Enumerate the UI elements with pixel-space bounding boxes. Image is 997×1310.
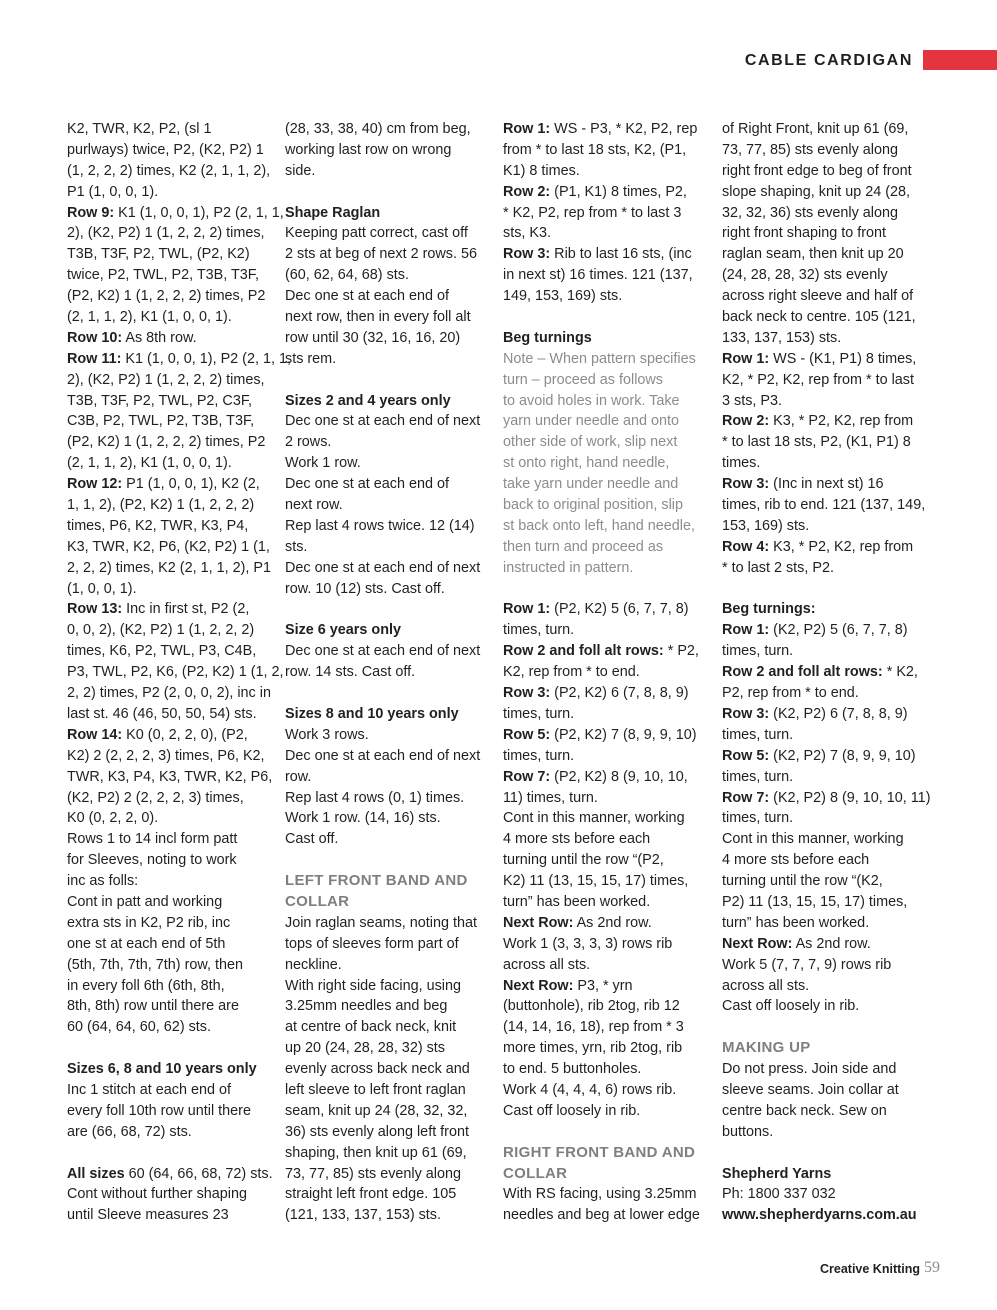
text-line: Row 2 and foll alt rows: * P2, <box>503 643 699 660</box>
text-line: Size 6 years only <box>285 622 401 639</box>
text-line: from * to last 18 sts, K2, (P1, <box>503 141 687 158</box>
text-line: extra sts in K2, P2 rib, inc <box>67 914 231 931</box>
text-line: (2, 1, 1, 2), K1 (1, 0, 0, 1). <box>67 455 232 472</box>
text-line: 3.25mm needles and beg <box>285 998 448 1015</box>
text-line: (60, 62, 64, 68) sts. <box>285 267 409 284</box>
note-line: turn – proceed as follows <box>503 371 663 388</box>
section-heading: RIGHT FRONT BAND AND <box>503 1143 696 1161</box>
text-line: Row 4: K3, * P2, K2, rep from <box>722 538 914 555</box>
text-line: Row 1: (K2, P2) 5 (6, 7, 7, 8) <box>722 622 908 639</box>
text-line: Row 12: P1 (1, 0, 0, 1), K2 (2, <box>67 476 260 493</box>
text-line: www.shepherdyarns.com.au <box>722 1207 917 1224</box>
text-line: Dec one st at each end of next <box>285 559 481 576</box>
text-line: Row 3: (P2, K2) 6 (7, 8, 8, 9) <box>503 685 689 702</box>
text-line: back neck to centre. 105 (121, <box>722 309 916 326</box>
text-line: are (66, 68, 72) sts. <box>67 1123 192 1140</box>
text-line: Dec one st at each end of next <box>285 643 481 660</box>
text-line: K0 (0, 2, 2, 0). <box>67 810 159 827</box>
text-line: Work 1 (3, 3, 3, 3) rows rib <box>503 935 673 952</box>
text-line: 133, 137, 153) sts. <box>722 329 842 346</box>
text-line: Next Row: As 2nd row. <box>503 914 652 931</box>
paragraph-spacer <box>722 1143 922 1164</box>
text-line: 2), (K2, P2) 1 (1, 2, 2, 2) times, <box>67 371 265 388</box>
text-line: until Sleeve measures 23 <box>67 1207 229 1224</box>
paragraph-spacer <box>722 1017 922 1038</box>
text-line: * K2, P2, rep from * to last 3 <box>503 204 682 221</box>
text-line: every foll 10th row until there <box>67 1102 251 1119</box>
text-line: (5th, 7th, 7th, 7th) row, then <box>67 956 243 973</box>
text-line: * to last 18 sts, P2, (K1, P1) 8 <box>722 434 911 451</box>
text-line: 73, 77, 85) sts evenly along <box>285 1165 461 1182</box>
text-line: (14, 14, 16, 18), rep from * 3 <box>503 1019 684 1036</box>
text-line: Row 5: (K2, P2) 7 (8, 9, 9, 10) <box>722 747 916 764</box>
text-line: Row 3: (Inc in next st) 16 <box>722 476 884 493</box>
note-line: back to original position, slip <box>503 497 683 514</box>
text-line: side. <box>285 162 316 179</box>
text-line: Beg turnings <box>503 329 592 346</box>
text-line: times, turn. <box>503 622 575 639</box>
text-line: to end. 5 buttonholes. <box>503 1061 642 1078</box>
text-line: Row 1: WS - (K1, P1) 8 times, <box>722 350 917 367</box>
text-line: needles and beg at lower edge <box>503 1207 700 1224</box>
text-line: at centre of back neck, knit <box>285 1019 457 1036</box>
text-line: Row 2: (P1, K1) 8 times, P2, <box>503 183 687 200</box>
text-line: next row. <box>285 497 343 514</box>
note-line: instructed in pattern. <box>503 559 634 576</box>
text-line: All sizes 60 (64, 66, 68, 72) sts. <box>67 1165 273 1182</box>
text-line: 32, 32, 36) sts evenly along <box>722 204 898 221</box>
text-line: Row 2: K3, * P2, K2, rep from <box>722 413 914 430</box>
text-line: row until 30 (32, 16, 16, 20) <box>285 329 461 346</box>
text-line: Rep last 4 rows twice. 12 (14) <box>285 517 475 534</box>
footer-page-number: 59 <box>924 1259 940 1276</box>
text-line: sts rem. <box>285 350 337 367</box>
text-line: (1, 0, 0, 1). <box>67 580 137 597</box>
text-line: 2), (K2, P2) 1 (1, 2, 2, 2) times, <box>67 225 265 242</box>
text-line: tops of sleeves form part of <box>285 935 459 952</box>
note-line: other side of work, slip next <box>503 434 678 451</box>
text-line: * to last 2 sts, P2. <box>722 559 834 576</box>
text-line: P2, rep from * to end. <box>722 685 859 702</box>
text-line: turning until the row “(P2, <box>503 852 664 869</box>
text-line: 73, 77, 85) sts evenly along <box>722 141 898 158</box>
text-line: sts. <box>285 538 308 555</box>
text-line: Dec one st at each end of <box>285 288 450 305</box>
text-line: Row 11: K1 (1, 0, 0, 1), P2 (2, 1, 1, <box>67 350 291 367</box>
text-line: Sizes 2 and 4 years only <box>285 392 451 409</box>
text-line: 2, 2, 2) times, K2 (2, 1, 1, 2), P1 <box>67 559 271 576</box>
text-line: across all sts. <box>503 956 591 973</box>
text-line: Join raglan seams, noting that <box>285 914 477 931</box>
note-line: yarn under needle and onto <box>503 413 680 430</box>
text-line: twice, P2, TWL, P2, T3B, T3F, <box>67 267 259 284</box>
text-line: P1 (1, 0, 0, 1). <box>67 183 159 200</box>
text-line: Work 5 (7, 7, 7, 9) rows rib <box>722 956 892 973</box>
text-line: 2 rows. <box>285 434 332 451</box>
text-column-2 <box>285 119 485 1226</box>
text-line: times, K6, P2, TWL, P3, C4B, <box>67 643 257 660</box>
text-line: Cast off loosely in rib. <box>503 1102 641 1119</box>
text-line: K3, TWR, K2, P6, (K2, P2) 1 (1, <box>67 538 270 555</box>
text-line: Dec one st at each end of next <box>285 747 481 764</box>
text-line: next row, then in every foll alt <box>285 309 471 326</box>
text-line: Row 5: (P2, K2) 7 (8, 9, 9, 10) <box>503 726 697 743</box>
text-line: sleeve seams. Join collar at <box>722 1081 899 1098</box>
text-line: one st at each end of 5th <box>67 935 226 952</box>
text-line: Row 14: K0 (0, 2, 2, 0), (P2, <box>67 726 248 743</box>
text-line: Shape Raglan <box>285 204 381 221</box>
text-line: T3B, T3F, P2, TWL, P2, C3F, <box>67 392 253 409</box>
text-line: With RS facing, using 3.25mm <box>503 1186 697 1203</box>
text-line: 149, 153, 169) sts. <box>503 288 623 305</box>
text-line: times, P6, K2, TWR, K3, P4, <box>67 517 249 534</box>
text-line: Rep last 4 rows (0, 1) times. <box>285 789 465 806</box>
text-line: Next Row: As 2nd row. <box>722 935 871 952</box>
paragraph-spacer <box>503 1122 703 1143</box>
text-line: Row 1: (P2, K2) 5 (6, 7, 7, 8) <box>503 601 689 618</box>
note-line: then turn and proceed as <box>503 538 664 555</box>
text-line: in next st) 16 times. 121 (137, <box>503 267 693 284</box>
text-line: Cont without further shaping <box>67 1186 247 1203</box>
text-line: 1, 1, 2), (P2, K2) 1 (1, 2, 2, 2) <box>67 497 255 514</box>
text-line: Work 1 row. <box>285 455 361 472</box>
text-line: times, turn. <box>503 747 575 764</box>
paragraph-spacer <box>503 579 703 600</box>
text-line: 36) sts evenly along left front <box>285 1123 469 1140</box>
text-line: 11) times, turn. <box>503 789 598 806</box>
text-line: (K2, P2) 2 (2, 2, 2, 3) times, <box>67 789 244 806</box>
footer-magazine-name: Creative Knitting <box>820 1262 921 1276</box>
text-line: 4 more sts before each <box>503 831 651 848</box>
text-line: Sizes 6, 8 and 10 years only <box>67 1061 257 1078</box>
text-line: Shepherd Yarns <box>722 1165 832 1182</box>
text-line: Row 7: (K2, P2) 8 (9, 10, 10, 11) <box>722 789 931 806</box>
paragraph-spacer <box>722 579 922 600</box>
note-line: to avoid holes in work. Take <box>503 392 680 409</box>
text-line: K1) 8 times. <box>503 162 580 179</box>
section-heading: COLLAR <box>503 1164 568 1182</box>
text-line: right front shaping to front <box>722 225 886 242</box>
text-line: (2, 1, 1, 2), K1 (1, 0, 0, 1). <box>67 309 232 326</box>
text-line: 0, 0, 2), (K2, P2) 1 (1, 2, 2, 2) <box>67 622 255 639</box>
text-line: seam, knit up 24 (28, 32, 32, <box>285 1102 468 1119</box>
text-line: across all sts. <box>722 977 810 994</box>
text-line: straight left front edge. 105 <box>285 1186 457 1203</box>
text-line: up 20 (24, 28, 28, 32) sts <box>285 1040 445 1057</box>
text-line: Do not press. Join side and <box>722 1061 897 1078</box>
text-line: Row 3: Rib to last 16 sts, (inc <box>503 246 692 263</box>
text-line: 2 sts at beg of next 2 rows. 56 <box>285 246 477 263</box>
text-line: (P2, K2) 1 (1, 2, 2, 2) times, P2 <box>67 434 266 451</box>
text-line: 3 sts, P3. <box>722 392 782 409</box>
note-line: st back onto left, hand needle, <box>503 517 696 534</box>
text-line: Keeping patt correct, cast off <box>285 225 468 242</box>
paragraph-spacer <box>67 1038 267 1059</box>
text-line: for Sleeves, noting to work <box>67 852 237 869</box>
text-line: Dec one st at each end of <box>285 476 450 493</box>
text-line: inc as folls: <box>67 873 139 890</box>
text-line: 153, 169) sts. <box>722 517 810 534</box>
text-line: 2, 2) times, P2 (2, 0, 0, 2), inc in <box>67 685 271 702</box>
section-heading: COLLAR <box>285 892 350 910</box>
text-line: (24, 28, 28, 32) sts evenly <box>722 267 888 284</box>
text-line: times, turn. <box>722 726 794 743</box>
text-line: Work 1 row. (14, 16) sts. <box>285 810 441 827</box>
text-line: times, turn. <box>722 768 794 785</box>
paragraph-spacer <box>285 850 485 871</box>
text-line: working last row on wrong <box>285 141 452 158</box>
text-line: Rows 1 to 14 incl form patt <box>67 831 238 848</box>
text-line: K2) 11 (13, 15, 15, 17) times, <box>503 873 689 890</box>
text-line: row. 14 sts. Cast off. <box>285 664 416 681</box>
text-line: (28, 33, 38, 40) cm from beg, <box>285 121 471 137</box>
text-line: Inc 1 stitch at each end of <box>67 1081 231 1098</box>
text-line: centre back neck. Sew on <box>722 1102 887 1119</box>
text-line: Cast off. <box>285 831 339 848</box>
text-line: (121, 133, 137, 153) sts. <box>285 1207 441 1224</box>
paragraph-spacer <box>285 370 485 391</box>
text-line: shaping, then knit up 61 (69, <box>285 1144 467 1161</box>
text-line: (P2, K2) 1 (1, 2, 2, 2) times, P2 <box>67 288 266 305</box>
note-line: take yarn under needle and <box>503 476 679 493</box>
text-line: slope shaping, knit up 24 (28, <box>722 183 911 200</box>
text-line: times. <box>722 455 761 472</box>
paragraph-spacer <box>285 683 485 704</box>
section-heading: MAKING UP <box>722 1039 811 1057</box>
text-line: neckline. <box>285 956 342 973</box>
section-heading: LEFT FRONT BAND AND <box>285 872 468 890</box>
text-line: T3B, T3F, P2, TWL, (P2, K2) <box>67 246 250 263</box>
paragraph-spacer <box>67 1143 267 1164</box>
text-line: (buttonhole), rib 2tog, rib 12 <box>503 998 680 1015</box>
text-line: Cast off loosely in rib. <box>722 998 860 1015</box>
text-line: Row 2 and foll alt rows: * K2, <box>722 664 918 681</box>
text-line: row. <box>285 768 312 785</box>
text-line: turn” has been worked. <box>503 893 651 910</box>
text-line: (1, 2, 2, 2) times, K2 (2, 1, 1, 2), <box>67 162 271 179</box>
text-line: Beg turnings: <box>722 601 816 618</box>
text-line: buttons. <box>722 1123 774 1140</box>
text-line: K2) 2 (2, 2, 2, 3) times, P6, K2, <box>67 747 265 764</box>
note-line: Note – When pattern specifies <box>503 350 696 367</box>
text-line: Work 4 (4, 4, 4, 6) rows rib. <box>503 1081 677 1098</box>
text-line: 60 (64, 64, 60, 62) sts. <box>67 1019 211 1036</box>
text-line: evenly across back neck and <box>285 1061 470 1078</box>
text-column-3 <box>503 119 703 1226</box>
paragraph-spacer <box>285 182 485 203</box>
text-line: Next Row: P3, * yrn <box>503 977 633 994</box>
text-line: sts, K3. <box>503 225 551 242</box>
text-line: K2, TWR, K2, P2, (sl 1 <box>67 121 212 137</box>
text-line: Row 13: Inc in first st, P2 (2, <box>67 601 250 618</box>
text-line: turn” has been worked. <box>722 914 870 931</box>
note-line: st onto right, hand needle, <box>503 455 670 472</box>
text-line: raglan seam, then knit up 20 <box>722 246 904 263</box>
text-line: more times, yrn, rib 2tog, rib <box>503 1040 683 1057</box>
text-line: With right side facing, using <box>285 977 461 994</box>
text-line: P2) 11 (13, 15, 15, 17) times, <box>722 893 908 910</box>
text-line: times, rib to end. 121 (137, 149, <box>722 497 926 514</box>
header-accent-tab <box>923 50 997 70</box>
text-line: K2, rep from * to end. <box>503 664 640 681</box>
paragraph-spacer <box>503 307 703 328</box>
text-line: last st. 46 (46, 50, 50, 54) sts. <box>67 705 257 722</box>
text-line: Row 7: (P2, K2) 8 (9, 10, 10, <box>503 768 688 785</box>
text-line: Work 3 rows. <box>285 726 369 743</box>
text-line: 4 more sts before each <box>722 852 870 869</box>
text-line: times, turn. <box>722 643 794 660</box>
text-line: of Right Front, knit up 61 (69, <box>722 121 909 137</box>
text-line: times, turn. <box>722 810 794 827</box>
text-line: Cont in this manner, working <box>722 831 904 848</box>
text-line: 8th, 8th) row until there are <box>67 998 239 1015</box>
text-line: Sizes 8 and 10 years only <box>285 705 459 722</box>
text-line: K2, * P2, K2, rep from * to last <box>722 371 914 388</box>
text-line: Cont in patt and working <box>67 893 223 910</box>
text-column-4 <box>722 119 931 1226</box>
text-line: Row 9: K1 (1, 0, 0, 1), P2 (2, 1, 1, <box>67 204 284 221</box>
text-line: C3B, P2, TWL, P2, T3B, T3F, <box>67 413 255 430</box>
page-title: CABLE CARDIGAN <box>744 52 913 69</box>
text-line: P3, TWL, P2, K6, (P2, K2) 1 (1, 2, <box>67 664 284 681</box>
text-line: purlways) twice, P2, (K2, P2) 1 <box>67 141 264 158</box>
text-line: Cont in this manner, working <box>503 810 685 827</box>
paragraph-spacer <box>285 599 485 620</box>
text-line: Dec one st at each end of next <box>285 413 481 430</box>
text-line: turning until the row “(K2, <box>722 873 883 890</box>
text-line: Ph: 1800 337 032 <box>722 1186 836 1203</box>
text-line: times, turn. <box>503 705 575 722</box>
text-line: Row 1: WS - P3, * K2, P2, rep <box>503 121 698 137</box>
text-line: TWR, K3, P4, K3, TWR, K2, P6, <box>67 768 273 785</box>
text-line: in every foll 6th (6th, 8th, <box>67 977 225 994</box>
text-column-1 <box>67 119 291 1226</box>
text-line: right front edge to beg of front <box>722 162 912 179</box>
text-line: across right sleeve and half of <box>722 288 914 305</box>
text-line: row. 10 (12) sts. Cast off. <box>285 580 445 597</box>
text-line: Row 3: (K2, P2) 6 (7, 8, 8, 9) <box>722 705 908 722</box>
text-line: left sleeve to left front raglan <box>285 1081 466 1098</box>
text-line: Row 10: As 8th row. <box>67 329 197 346</box>
